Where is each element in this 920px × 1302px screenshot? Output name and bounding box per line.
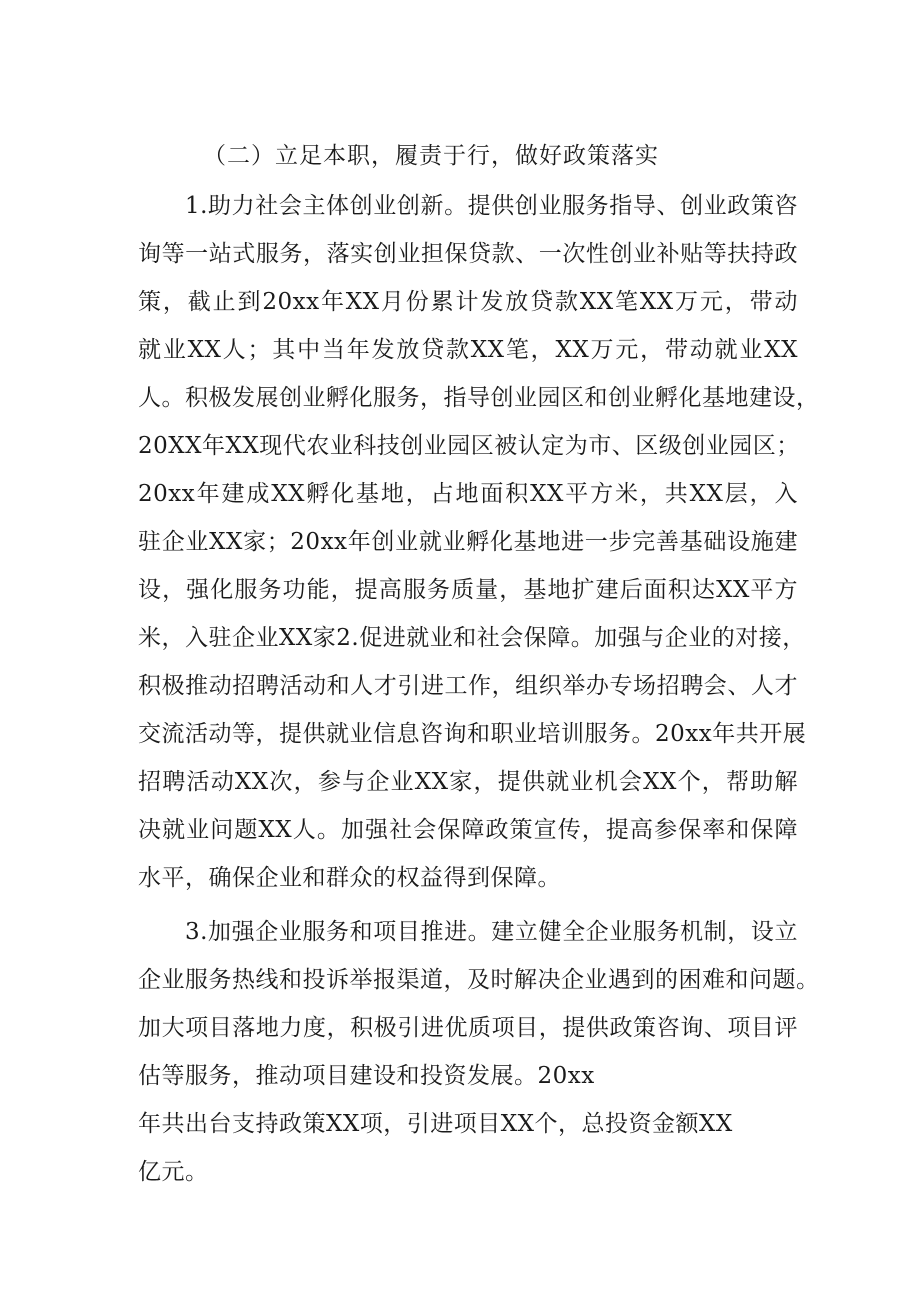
paragraph-1-line-5: 人。积极发展创业孵化服务，指导创业园区和创业孵化基地建设， — [138, 385, 820, 411]
paragraph-1-line-14: 决就业问题XX人。加强社会保障政策宣传，提高参保率和保障 — [138, 817, 798, 843]
paragraph-2-line-1: 3.加强企业服务和项目推进。建立健全企业服务机制，设立 — [185, 919, 798, 945]
paragraph-1-line-9: 设，强化服务功能，提高服务质量，基地扩建后面积达XX平方 — [138, 577, 798, 603]
paragraph-2-line-2: 企业服务热线和投诉举报渠道，及时解决企业遇到的困难和问题。 — [138, 967, 820, 993]
paragraph-1-line-10: 米，入驻企业XX家2.促进就业和社会保障。加强与企业的对接， — [138, 625, 806, 651]
section-heading: （二）立足本职，履责于行，做好政策落实 — [203, 143, 659, 169]
paragraph-2-line-4: 估等服务，推动项目建设和投资发展。20xx — [138, 1063, 595, 1089]
paragraph-1-line-2: 询等一站式服务，落实创业担保贷款、一次性创业补贴等扶持政 — [138, 241, 798, 267]
paragraph-1-line-4: 就业XX人；其中当年发放贷款XX笔，XX万元，带动就业XX — [138, 337, 798, 363]
paragraph-1-line-3: 策，截止到20xx年XX月份累计发放贷款XX笔XX万元，带动 — [138, 289, 798, 315]
paragraph-1-line-7: 20xx年建成XX孵化基地，占地面积XX平方米，共XX层，入 — [138, 481, 798, 507]
paragraph-1-line-1: 1.助力社会主体创业创新。提供创业服务指导、创业政策咨 — [185, 193, 798, 219]
paragraph-2-line-3: 加大项目落地力度，积极引进优质项目，提供政策咨询、项目评 — [138, 1015, 798, 1041]
paragraph-1-line-13: 招聘活动XX次，参与企业XX家，提供就业机会XX个，帮助解 — [138, 769, 798, 795]
paragraph-1-line-11: 积极推动招聘活动和人才引进工作，组织举办专场招聘会、人才 — [138, 673, 798, 699]
paragraph-1-line-15: 水平，确保企业和群众的权益得到保障。 — [138, 865, 561, 891]
paragraph-1-line-12: 交流活动等，提供就业信息咨询和职业培训服务。20xx年共开展 — [138, 721, 807, 747]
paragraph-2-line-6: 亿元。 — [138, 1159, 209, 1185]
paragraph-1-line-6: 20XX年XX现代农业科技创业园区被认定为市、区级创业园区； — [138, 433, 800, 459]
paragraph-1-line-8: 驻企业XX家；20xx年创业就业孵化基地进一步完善基础设施建 — [138, 529, 798, 555]
paragraph-2-line-5: 年共出台支持政策XX项，引进项目XX个，总投资金额XX — [138, 1111, 733, 1137]
